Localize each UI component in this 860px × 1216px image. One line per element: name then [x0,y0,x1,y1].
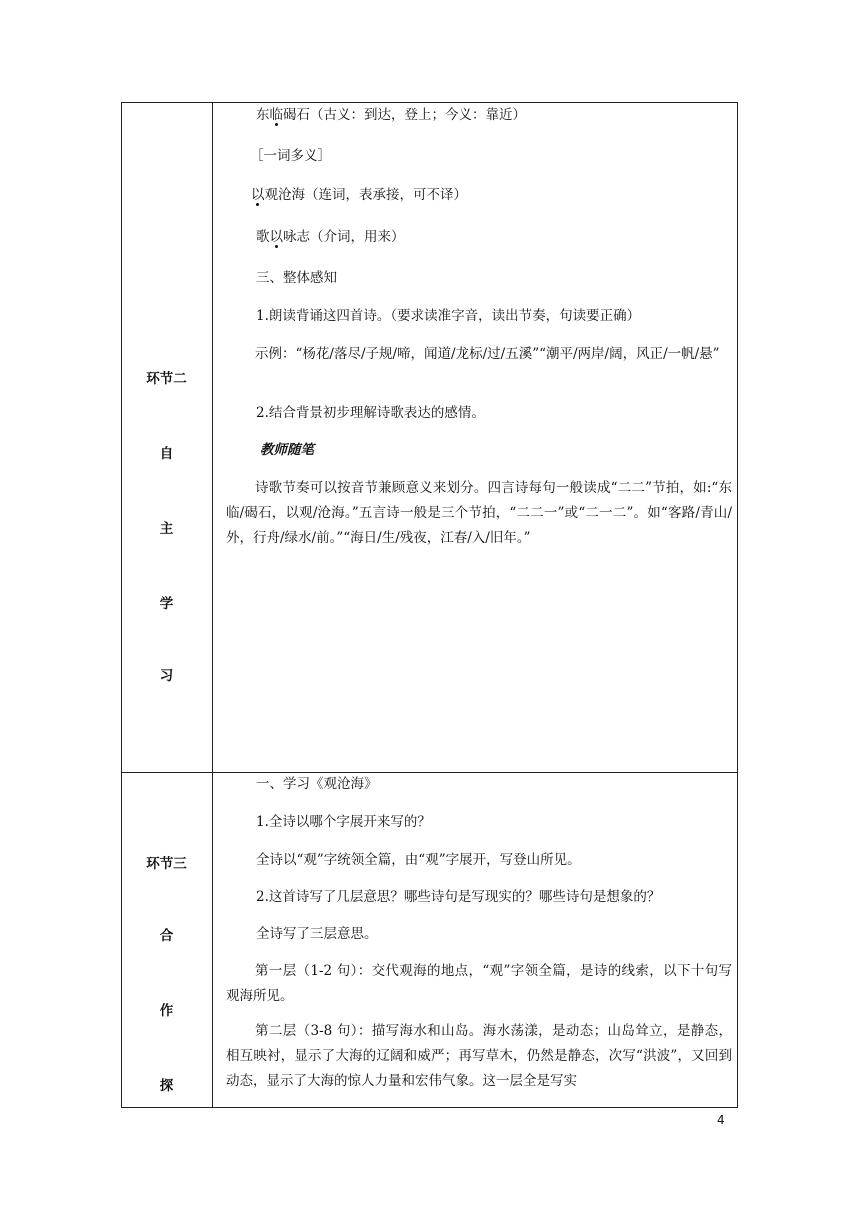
teacher-note-title: 教师随笔 [260,442,314,458]
question-1: 1.全诗以哪个字展开来写的？ [256,814,431,830]
text: 观沧海（连词，表承接，可不译） [264,187,467,203]
item-2: 2.结合背景初步理解诗歌表达的感情。 [256,405,485,421]
overall-heading: 三、整体感知 [256,270,337,286]
layer-2 [226,1019,732,1094]
section2-label-2: 自 [159,446,174,462]
emphasis-dot-char: 以 [251,187,265,203]
answer-1: 全诗以“观”字统领全篇，由“观”字展开，写登山所见。 [256,852,581,868]
answer-2: 全诗写了三层意思。 [256,926,378,942]
text: 第一层（1-2 句）：交代观海的地点，“观”字领全篇，是诗的线索，以下十句写观海所见。 [226,963,732,1004]
layer-1 [226,959,732,1009]
text: 诗歌节奏可以按音节兼顾意义来划分。四言诗每句一般读成“二二”节拍，如:“东临/碣石，以观/沧海。”五言诗一般是三个节拍，“二二一”或“二一二”。如“客路/青山/外，行舟/绿水/前。”“海日/生/残夜，江春/入/旧年。” [226,480,732,546]
vocab-line-3 [256,225,762,250]
item-1: 1.朗读背诵这四首诗。（要求读准字音，读出节奏，句读要正确） [256,308,641,324]
vocab-line-2 [251,183,757,208]
page-number: 4 [717,1113,725,1127]
table-bottom-border [121,1107,738,1108]
section2-label-5: 习 [159,668,174,684]
text: 第二层（3-8 句）：描写海水和山岛。海水荡漾，是动态；山岛耸立，是静态，相互映衬，显示了大海的辽阔和威严；再写草木，仍然是静态，次写“洪波”，又回到动态，显示了大海的惊人力量和宏伟气象。这一层全是写实 [226,1023,732,1089]
text: 歌 [256,229,270,245]
emphasis-dot-char: 临 [269,107,283,123]
column-divider [212,102,213,1108]
section2-label-4: 学 [159,596,174,612]
polysemy-heading: ［一词多义］ [250,148,331,164]
text: 示例：“杨花/落尽/子规/啼，闻道/龙标/过/五溪”“潮平/两岸/阔，风正/一帆/悬” [255,346,720,362]
teacher-note-body [226,476,732,551]
text: 东 [256,107,270,123]
question-2: 2.这首诗写了几层意思？哪些诗句是写现实的？哪些诗句是想象的？ [256,889,661,905]
section3-label-3: 作 [159,1003,174,1019]
rhythm-example [226,342,732,367]
section2-label-1: 环节二 [146,371,187,387]
emphasis-dot-char: 以 [269,229,283,245]
section2-label-3: 主 [159,521,174,537]
text: 碣石（古义：到达，登上；今义：靠近） [283,107,526,123]
section3-label-4: 探 [159,1078,174,1094]
text: 咏志（介词，用来） [283,229,405,245]
section3-heading: 一、学习《观沧海》 [256,776,378,792]
vocab-line-1 [256,103,762,128]
section3-label-1: 环节三 [146,856,187,872]
section3-label-2: 合 [159,928,174,944]
table-right-border [737,102,738,1108]
